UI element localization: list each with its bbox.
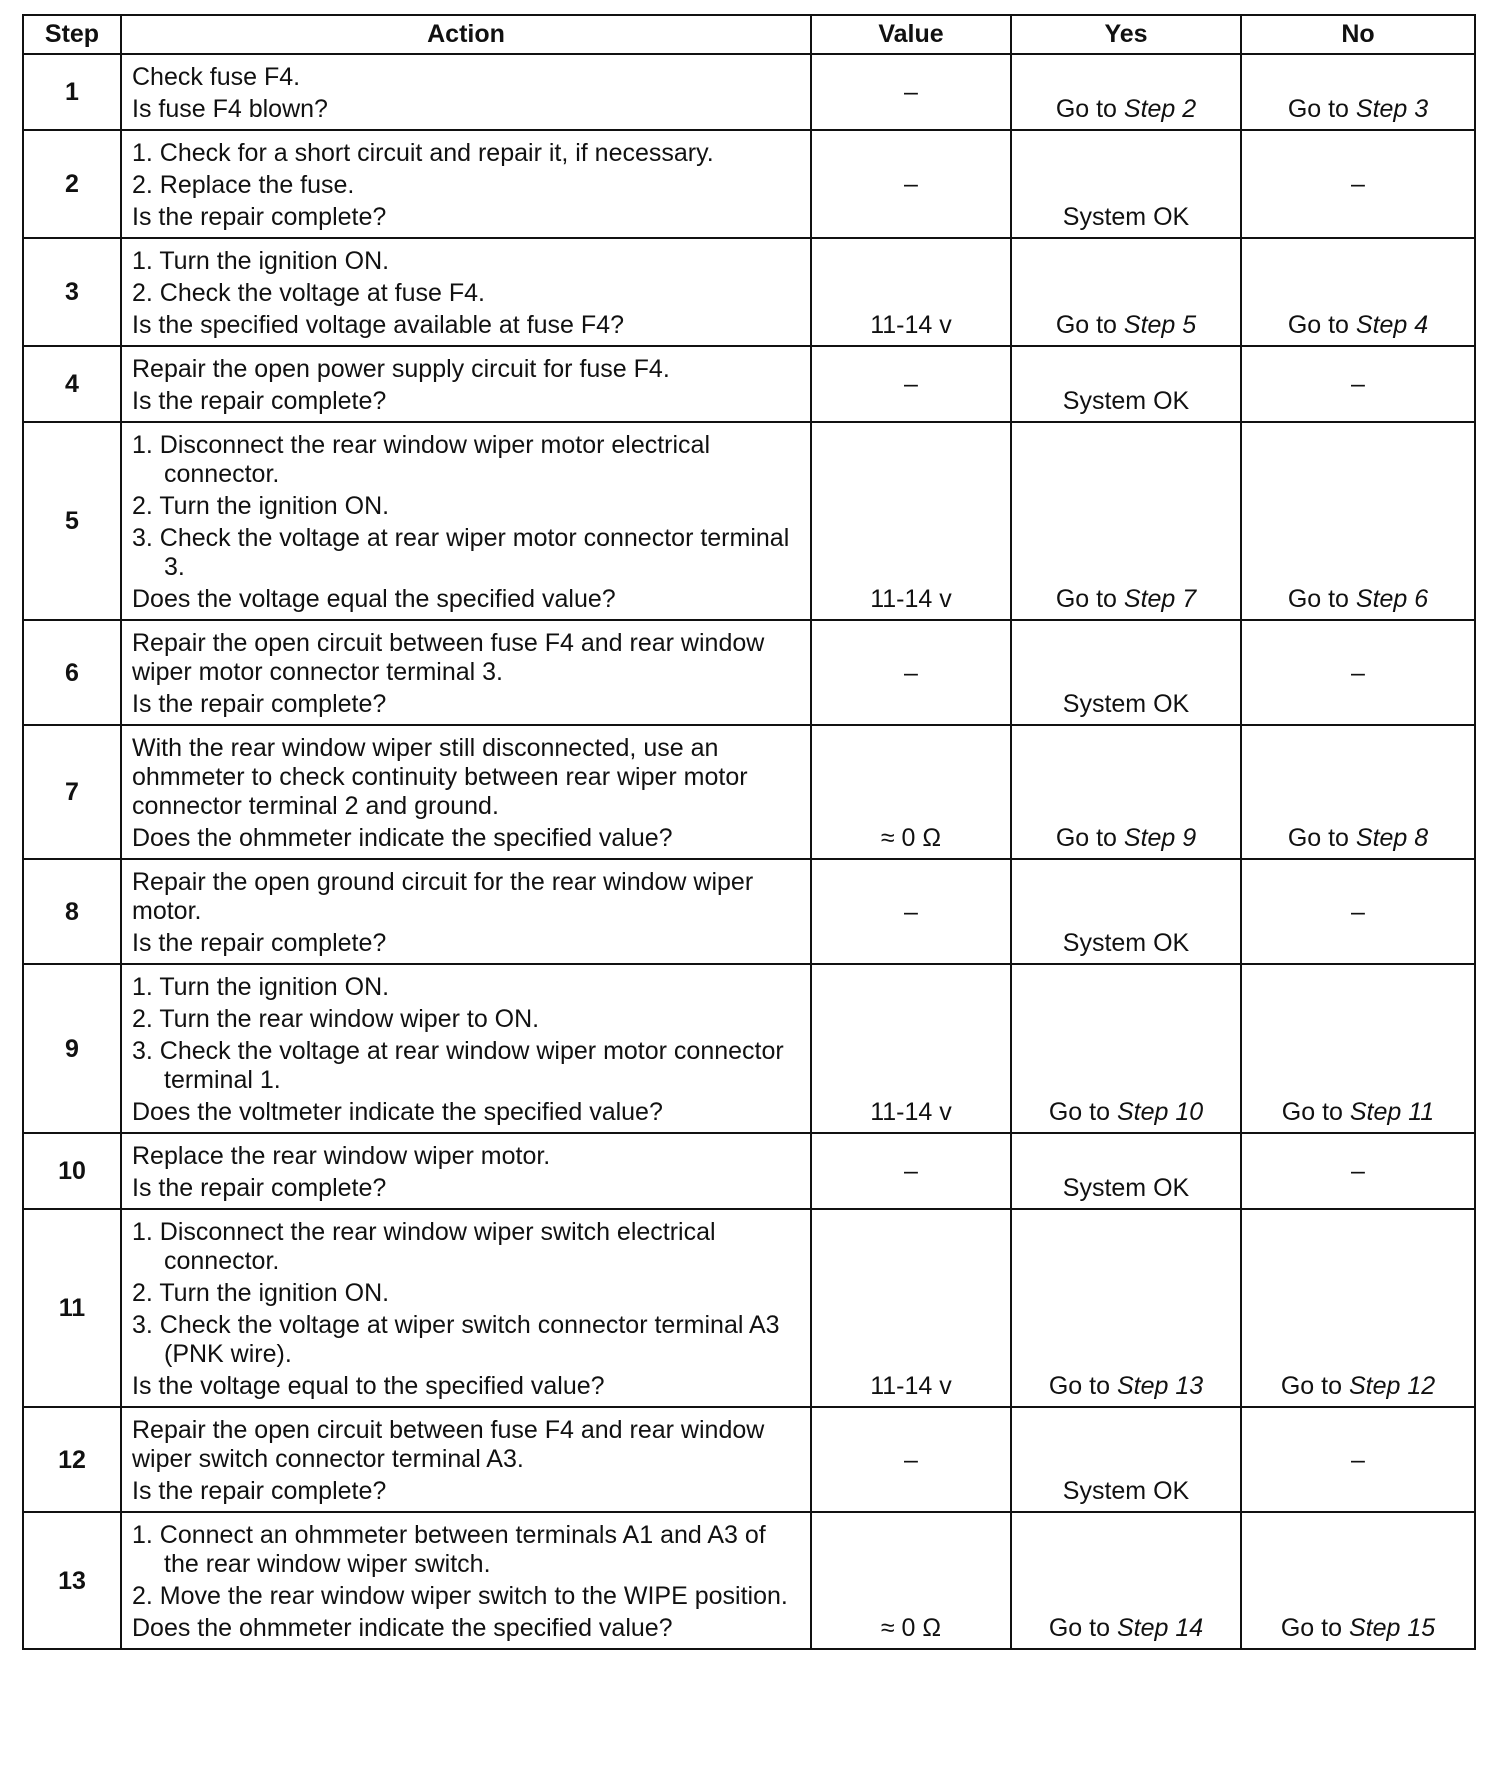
- no-text: Go to: [1280, 1372, 1349, 1400]
- yes-cell: [1011, 964, 1241, 1133]
- value-cell: ≈ 0 Ω: [811, 1512, 1011, 1649]
- action-step-item: 1. Check for a short circuit and repair it, if necessary.: [132, 139, 714, 167]
- value-cell: –: [811, 346, 1011, 422]
- action-text: Replace the rear window wiper motor.: [132, 1142, 551, 1170]
- value-cell: –: [811, 1407, 1011, 1512]
- action-question: Does the ohmmeter indicate the specified value?: [132, 824, 673, 852]
- action-text: With the rear window wiper still disconnected, use an ohmmeter to check continuity between rear wiper motor connector terminal 2 and ground.: [132, 734, 748, 820]
- value-cell: ≈ 0 Ω: [811, 725, 1011, 859]
- value-cell: –: [811, 1133, 1011, 1209]
- yes-cell: [1011, 859, 1241, 964]
- step-number: 11: [23, 1209, 121, 1407]
- value-cell: 11-14 v: [811, 964, 1011, 1133]
- action-question: Is the repair complete?: [132, 387, 387, 415]
- diagnostic-table-page: [22, 14, 1474, 1650]
- no-text: –: [1351, 1157, 1365, 1185]
- no-step-reference: Step 15: [1348, 1614, 1436, 1642]
- header-value: Value: [811, 15, 1011, 54]
- action-step-item: 2. Move the rear window wiper switch to the WIPE position.: [132, 1582, 788, 1610]
- action-cell: [121, 54, 811, 130]
- action-step-item: 1. Disconnect the rear window wiper motor electrical connector.: [132, 431, 711, 488]
- no-text: –: [1351, 370, 1365, 398]
- action-cell: [121, 725, 811, 859]
- step-number: 1: [23, 54, 121, 130]
- yes-cell: [1011, 422, 1241, 620]
- action-step-item: 3. Check the voltage at rear wiper motor connector terminal 3.: [132, 524, 790, 581]
- yes-step-reference: Step 14: [1116, 1614, 1204, 1642]
- action-step-item: 2. Turn the ignition ON.: [132, 492, 390, 520]
- yes-text: Go to: [1055, 311, 1124, 339]
- value-cell: 11-14 v: [811, 1209, 1011, 1407]
- yes-cell: [1011, 54, 1241, 130]
- no-step-reference: Step 6: [1355, 585, 1429, 613]
- no-text: Go to: [1287, 824, 1356, 852]
- value-cell: –: [811, 859, 1011, 964]
- table-row: [23, 1133, 1475, 1209]
- yes-text: System OK: [1062, 1174, 1190, 1202]
- no-step-reference: Step 12: [1348, 1372, 1436, 1400]
- yes-cell: [1011, 130, 1241, 238]
- action-step-item: 1. Connect an ohmmeter between terminals A1 and A3 of the rear window wiper switch.: [132, 1521, 766, 1578]
- value-cell: 11-14 v: [811, 422, 1011, 620]
- step-number: 7: [23, 725, 121, 859]
- action-text: Check fuse F4.: [132, 63, 301, 91]
- yes-step-reference: Step 5: [1123, 311, 1197, 339]
- action-step-item: 2. Check the voltage at fuse F4.: [132, 279, 485, 307]
- yes-cell: [1011, 346, 1241, 422]
- no-text: Go to: [1281, 1098, 1350, 1126]
- yes-step-reference: Step 13: [1116, 1372, 1204, 1400]
- action-question: Is the repair complete?: [132, 203, 387, 231]
- step-number: 12: [23, 1407, 121, 1512]
- action-step-item: 2. Turn the ignition ON.: [132, 1279, 390, 1307]
- action-step-item: 1. Turn the ignition ON.: [132, 247, 390, 275]
- action-cell: [121, 238, 811, 346]
- yes-cell: [1011, 620, 1241, 725]
- step-number: 4: [23, 346, 121, 422]
- action-question: Is the repair complete?: [132, 1174, 387, 1202]
- table-row: [23, 1209, 1475, 1407]
- table-row: [23, 859, 1475, 964]
- no-text: Go to: [1287, 585, 1356, 613]
- diagnostic-table: [22, 14, 1476, 1650]
- yes-text: Go to: [1048, 1614, 1117, 1642]
- yes-step-reference: Step 2: [1123, 95, 1197, 123]
- no-step-reference: Step 4: [1355, 311, 1429, 339]
- table-row: [23, 130, 1475, 238]
- value-cell: –: [811, 54, 1011, 130]
- action-cell: [121, 620, 811, 725]
- action-step-item: 1. Disconnect the rear window wiper switch electrical connector.: [132, 1218, 716, 1275]
- no-cell: [1241, 346, 1475, 422]
- yes-text: Go to: [1048, 1372, 1117, 1400]
- yes-cell: [1011, 1133, 1241, 1209]
- step-number: 8: [23, 859, 121, 964]
- table-row: [23, 620, 1475, 725]
- yes-text: System OK: [1062, 1477, 1190, 1505]
- action-question: Is the voltage equal to the specified value?: [132, 1372, 605, 1400]
- no-text: –: [1351, 658, 1365, 687]
- action-text: Repair the open power supply circuit for fuse F4.: [132, 355, 670, 383]
- yes-text: System OK: [1062, 690, 1190, 718]
- yes-cell: [1011, 725, 1241, 859]
- no-step-reference: Step 11: [1349, 1098, 1435, 1126]
- action-step-item: 2. Turn the rear window wiper to ON.: [132, 1005, 540, 1033]
- yes-step-reference: Step 10: [1116, 1098, 1204, 1126]
- table-row: [23, 1407, 1475, 1512]
- table-row: [23, 964, 1475, 1133]
- no-cell: [1241, 130, 1475, 238]
- table-row: [23, 238, 1475, 346]
- yes-text: System OK: [1062, 929, 1190, 957]
- action-question: Is the specified voltage available at fuse F4?: [132, 311, 624, 339]
- action-text: Repair the open circuit between fuse F4 and rear window wiper switch connector terminal A3.: [132, 1416, 765, 1473]
- yes-text: Go to: [1055, 585, 1124, 613]
- no-step-reference: Step 3: [1355, 95, 1429, 123]
- no-cell: [1241, 422, 1475, 620]
- action-step-item: 1. Turn the ignition ON.: [132, 973, 390, 1001]
- no-cell: [1241, 964, 1475, 1133]
- action-step-item: 3. Check the voltage at wiper switch connector terminal A3 (PNK wire).: [132, 1311, 780, 1368]
- action-step-item: 3. Check the voltage at rear window wiper motor connector terminal 1.: [132, 1037, 784, 1094]
- step-number: 13: [23, 1512, 121, 1649]
- no-cell: [1241, 620, 1475, 725]
- step-number: 10: [23, 1133, 121, 1209]
- no-cell: [1241, 1407, 1475, 1512]
- action-cell: [121, 422, 811, 620]
- header-no: No: [1241, 15, 1475, 54]
- no-text: Go to: [1287, 311, 1356, 339]
- no-cell: [1241, 54, 1475, 130]
- table-body: [23, 54, 1475, 1649]
- no-cell: [1241, 1209, 1475, 1407]
- action-cell: [121, 1407, 811, 1512]
- table-row: [23, 1512, 1475, 1649]
- action-question: Is the repair complete?: [132, 690, 387, 718]
- action-question: Is the repair complete?: [132, 1477, 387, 1505]
- yes-text: Go to: [1055, 95, 1124, 123]
- value-cell: 11-14 v: [811, 238, 1011, 346]
- value-cell: –: [811, 620, 1011, 725]
- step-number: 9: [23, 964, 121, 1133]
- action-text: Repair the open ground circuit for the rear window wiper motor.: [132, 868, 754, 925]
- value-cell: –: [811, 130, 1011, 238]
- action-cell: [121, 1133, 811, 1209]
- action-cell: [121, 1512, 811, 1649]
- action-text: Repair the open circuit between fuse F4 and rear window wiper motor connector terminal 3.: [132, 629, 765, 686]
- action-question: Is fuse F4 blown?: [132, 95, 328, 123]
- yes-cell: [1011, 238, 1241, 346]
- yes-cell: [1011, 1512, 1241, 1649]
- yes-text: System OK: [1062, 387, 1190, 415]
- yes-text: System OK: [1062, 203, 1190, 231]
- action-cell: [121, 346, 811, 422]
- action-cell: [121, 130, 811, 238]
- action-cell: [121, 1209, 811, 1407]
- step-number: 3: [23, 238, 121, 346]
- no-text: –: [1351, 170, 1365, 198]
- yes-cell: [1011, 1407, 1241, 1512]
- no-cell: [1241, 725, 1475, 859]
- action-step-item: 2. Replace the fuse.: [132, 171, 355, 199]
- yes-text: Go to: [1048, 1098, 1117, 1126]
- yes-text: Go to: [1055, 824, 1124, 852]
- table-row: [23, 422, 1475, 620]
- no-step-reference: Step 8: [1355, 824, 1429, 852]
- table-row: [23, 725, 1475, 859]
- header-step: Step: [23, 15, 121, 54]
- no-text: Go to: [1280, 1614, 1349, 1642]
- yes-step-reference: Step 7: [1123, 585, 1197, 613]
- no-cell: [1241, 859, 1475, 964]
- action-question: Does the ohmmeter indicate the specified value?: [132, 1614, 673, 1642]
- yes-cell: [1011, 1209, 1241, 1407]
- step-number: 6: [23, 620, 121, 725]
- action-cell: [121, 859, 811, 964]
- action-question: Does the voltage equal the specified value?: [132, 585, 616, 613]
- step-number: 5: [23, 422, 121, 620]
- action-question: Is the repair complete?: [132, 929, 387, 957]
- table-header-row: [23, 15, 1475, 54]
- yes-step-reference: Step 9: [1123, 824, 1197, 852]
- step-number: 2: [23, 130, 121, 238]
- table-row: [23, 346, 1475, 422]
- action-cell: [121, 964, 811, 1133]
- no-text: –: [1351, 1445, 1365, 1474]
- no-cell: [1241, 1512, 1475, 1649]
- header-action: Action: [121, 15, 811, 54]
- no-cell: [1241, 238, 1475, 346]
- no-text: –: [1351, 897, 1365, 926]
- no-cell: [1241, 1133, 1475, 1209]
- action-question: Does the voltmeter indicate the specified value?: [132, 1098, 663, 1126]
- table-row: [23, 54, 1475, 130]
- header-yes: Yes: [1011, 15, 1241, 54]
- no-text: Go to: [1287, 95, 1356, 123]
